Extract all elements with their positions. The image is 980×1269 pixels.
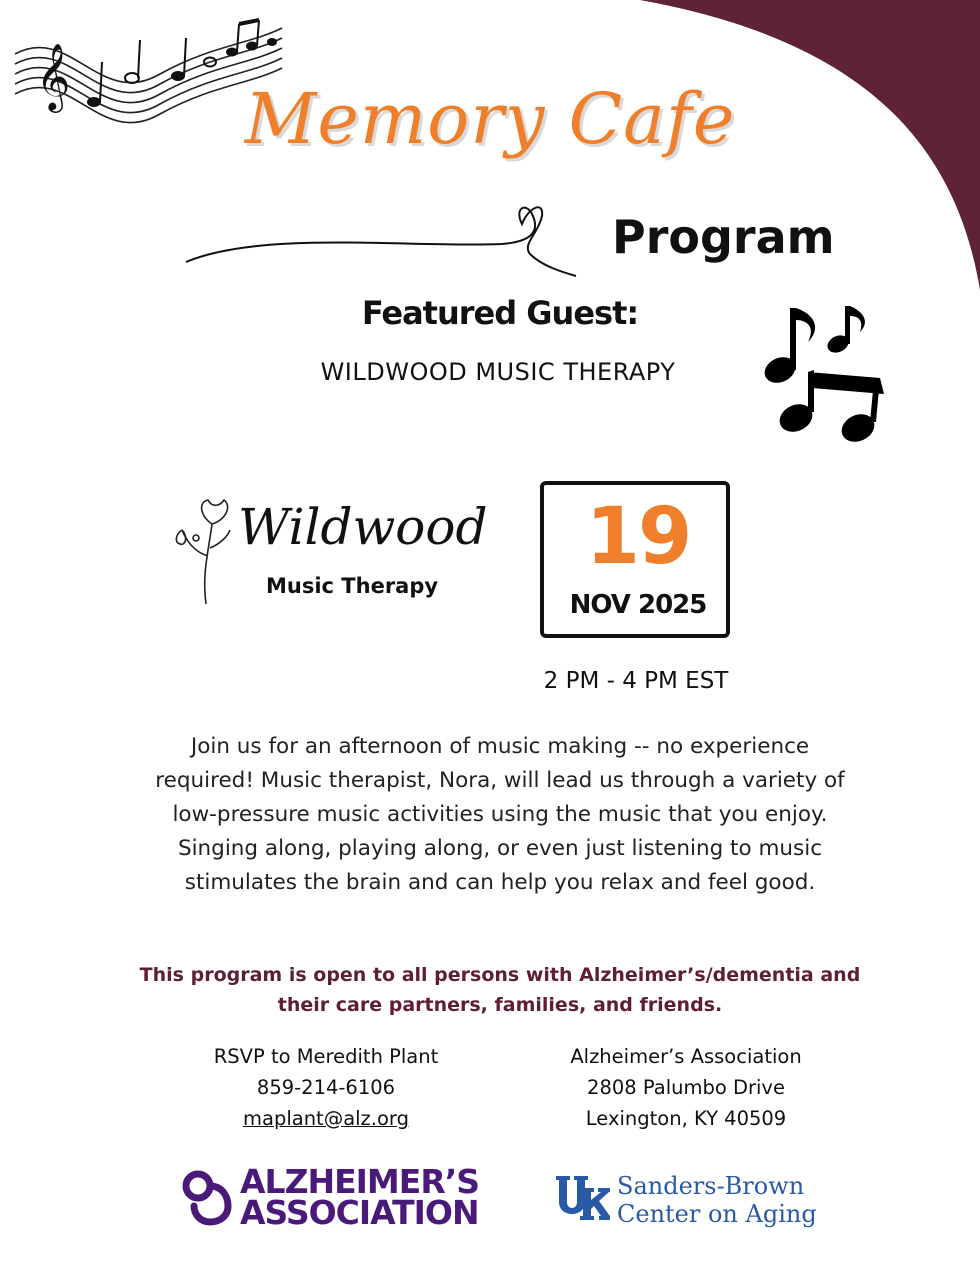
featured-guest: WILDWOOD MUSIC THERAPY: [320, 358, 676, 386]
alz-logo-text: [240, 1162, 480, 1232]
rsvp-phone[interactable]: 859-214-6106: [256, 1076, 396, 1099]
address-street: 2808 Palumbo Drive: [587, 1076, 785, 1099]
featured-label: Featured Guest:: [361, 294, 639, 332]
address-city: Lexington, KY 40509: [585, 1107, 787, 1130]
address-block: [536, 1041, 836, 1134]
sb-logo-line2: Center on Aging: [617, 1200, 817, 1228]
wildwood-logo-script: Wildwood: [238, 498, 488, 556]
rsvp-email-link[interactable]: maplant@alz.org: [243, 1107, 409, 1130]
heart-line-icon: [182, 200, 582, 280]
event-description: Join us for an afternoon of music making -- no experience required! Music therapist, Nora, will lead us through a variety of low-pressure music activities using the music that you enjoy. Singing along, playing along, or even just listening to music stimulates the brain and can help you relax and feel good.: [155, 734, 845, 895]
program-heading: Program: [612, 210, 835, 264]
address-name: Alzheimer’s Association: [570, 1045, 802, 1068]
event-time: 2 PM - 4 PM EST: [543, 668, 729, 694]
rsvp-block: [176, 1041, 476, 1134]
eligibility-note: This program is open to all persons with Alzheimer’s/dementia and their care partners, families, and friends.: [139, 964, 861, 1016]
wildwood-logo-subtitle: Music Therapy: [266, 574, 439, 598]
sb-logo-line1: Sanders-Brown: [617, 1172, 805, 1200]
rsvp-contact: RSVP to Meredith Plant: [213, 1045, 439, 1068]
alz-logo-icon: [180, 1168, 238, 1226]
alz-logo-line1: ALZHEIMER’S: [240, 1162, 480, 1201]
page-title: Memory Cafe: [244, 78, 736, 160]
date-day: 19: [585, 492, 691, 582]
flower-icon: [172, 494, 242, 606]
uk-logo-icon: [554, 1174, 610, 1224]
date-month-year: NOV 2025: [569, 590, 707, 620]
music-notes-icon: [760, 300, 896, 456]
sanders-brown-logo-text: [617, 1172, 817, 1228]
alz-logo-line2: ASSOCIATION: [240, 1193, 479, 1232]
svg-text:𝄞: 𝄞: [36, 42, 71, 110]
